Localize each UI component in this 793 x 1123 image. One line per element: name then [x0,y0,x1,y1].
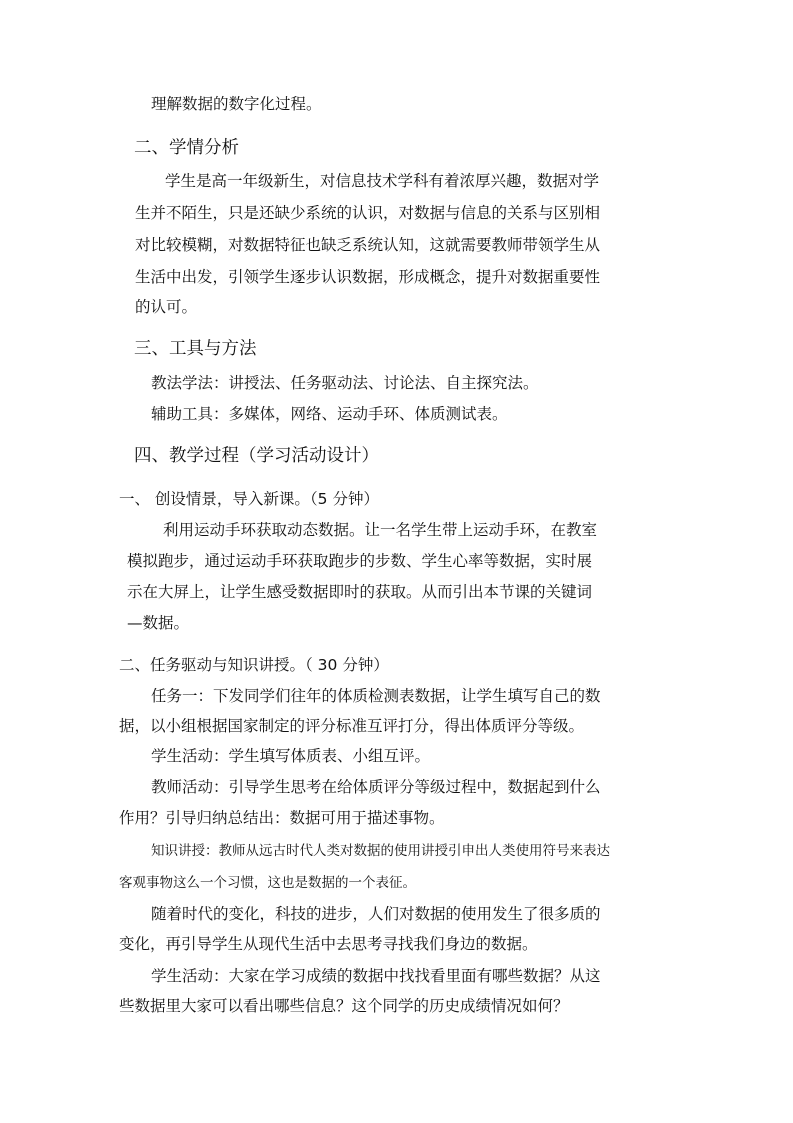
text-line: 些数据里大家可以看出哪些信息？这个同学的历史成绩情况如何？ [119,997,569,1015]
text-line: 知识讲授：教师从远古时代人类对数据的使用讲授引申出人类使用符号来表达 [151,843,610,859]
text-line: 据，以小组根据国家制定的评分标准互评打分，得出体质评分等级。 [119,717,585,735]
text-line: 示在大屏上，让学生感受数据即时的获取。从而引出本节课的关键词 [127,583,593,601]
text-line: 作用？引导归纳总结出：数据可用于描述事物。 [119,809,445,827]
text-line: 理解数据的数字化过程。 [151,95,322,113]
text-line: 辅助工具：多媒体，网络、运动手环、体质测试表。 [151,405,508,423]
text-line: 教法学法：讲授法、任务驱动法、讨论法、自主探究法。 [151,374,539,392]
section-heading: 四、教学过程（学习活动设计） [134,446,379,466]
text-line: 生并不陌生，只是还缺少系统的认识，对数据与信息的关系与区别相 [135,204,601,222]
text-line: 学生活动：大家在学习成绩的数据中找找看里面有哪些数据？从这 [151,967,601,985]
text-line: 任务一：下发同学们往年的体质检测表数据，让学生填写自己的数 [151,687,601,705]
section-heading: 二、学情分析 [134,138,239,158]
section-heading: 三、工具与方法 [134,339,257,359]
text-line: 的认可。 [135,298,198,316]
text-line: —数据。 [127,614,190,632]
subsection-heading: 二、任务驱动与知识讲授。（ 30 分钟） [119,656,389,674]
text-line: 变化，再引导学生从现代生活中去思考寻找我们身边的数据。 [119,935,538,953]
text-line: 学生是高一年级新生，对信息技术学科有着浓厚兴趣，数据对学 [165,172,600,190]
text-line: 教师活动：引导学生思考在给体质评分等级过程中，数据起到什么 [151,778,601,796]
text-line: 利用运动手环获取动态数据。让一名学生带上运动手环，在教室 [163,521,598,539]
subsection-heading: 一、 创设情景，导入新课。（5 分钟） [119,490,379,508]
text-line: 生活中出发，引领学生逐步认识数据，形成概念，提升对数据重要性 [135,268,601,286]
text-line: 客观事物这么一个习惯，这也是数据的一个表征。 [119,875,416,891]
text-line: 对比较模糊，对数据特征也缺乏系统认知，这就需要教师带领学生从 [135,236,601,254]
text-line: 随着时代的变化，科技的进步，人们对数据的使用发生了很多质的 [151,905,601,923]
text-line: 学生活动：学生填写体质表、小组互评。 [151,747,431,765]
text-line: 模拟跑步，通过运动手环获取跑步的步数、学生心率等数据，实时展 [127,552,593,570]
